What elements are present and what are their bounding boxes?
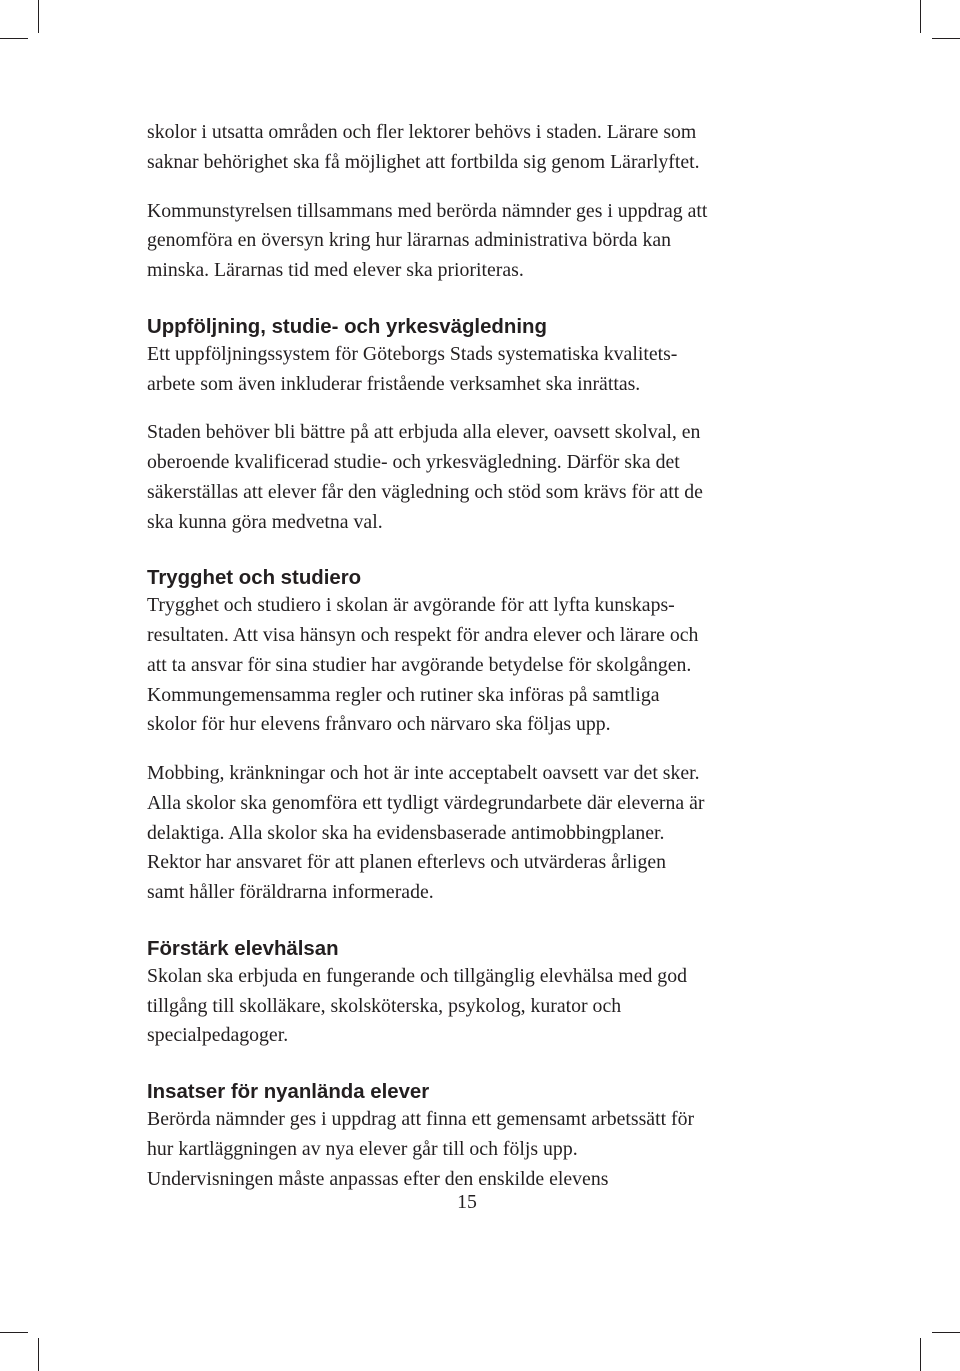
heading-trygghet: Trygghet och studiero bbox=[147, 567, 362, 590]
text-line: minska. Lärarnas tid med elever ska prioriteras. bbox=[147, 259, 524, 281]
text-line: tillgång till skolläkare, skolsköterska, psykolog, kurator och bbox=[147, 994, 622, 1017]
crop-mark-top-left-h bbox=[0, 38, 28, 39]
paragraph-elevhalsa-1 bbox=[147, 962, 807, 1051]
heading-elevhalsa: Förstärk elevhälsan bbox=[147, 937, 339, 960]
text-line: att ta ansvar för sina studier har avgörande betydelse för skolgången. bbox=[147, 653, 692, 676]
text-line: skolor i utsatta områden och fler lektorer behövs i staden. Lärare som bbox=[147, 121, 697, 143]
paragraph-uppfoljning-1 bbox=[147, 340, 807, 400]
crop-mark-bottom-left-v bbox=[38, 1338, 39, 1371]
crop-mark-bottom-left-h bbox=[0, 1332, 28, 1333]
page-number: 15 bbox=[457, 1191, 477, 1213]
heading-uppfoljning: Uppföljning, studie- och yrkesvägledning bbox=[147, 315, 547, 338]
text-line: Berörda nämnder ges i uppdrag att finna ett gemensamt arbetssätt för bbox=[147, 1108, 695, 1130]
crop-mark-bottom-right-h bbox=[932, 1332, 960, 1333]
text-line: Rektor har ansvaret för att planen efterlevs och utvärderas årligen bbox=[147, 851, 667, 874]
text-line: Undervisningen måste anpassas efter den enskilde elevens bbox=[147, 1167, 609, 1190]
crop-mark-bottom-right-v bbox=[920, 1338, 921, 1371]
text-line: Mobbing, kränkningar och hot är inte acceptabelt oavsett var det sker. bbox=[147, 762, 700, 784]
text-line: Alla skolor ska genomföra ett tydligt värdegrundarbete där eleverna är bbox=[147, 791, 705, 814]
paragraph-nyanlanda-1 bbox=[147, 1105, 807, 1194]
text-line: hur kartläggningen av nya elever går till och följs upp. bbox=[147, 1137, 578, 1160]
text-line: ska kunna göra medvetna val. bbox=[147, 510, 383, 533]
body-text bbox=[147, 118, 807, 1194]
text-line: samt håller föräldrarna informerade. bbox=[147, 881, 434, 903]
text-line: Kommungemensamma regler och rutiner ska införas på samtliga bbox=[147, 683, 660, 706]
text-line: Staden behöver bli bättre på att erbjuda alla elever, oavsett skolval, en bbox=[147, 421, 701, 444]
text-line: Trygghet och studiero i skolan är avgörande för att lyfta kunskaps- bbox=[147, 594, 675, 617]
paragraph-intro-2 bbox=[147, 197, 807, 286]
text-line: delaktiga. Alla skolor ska ha evidensbaserade antimobbingplaner. bbox=[147, 821, 665, 844]
paragraph-trygghet-1 bbox=[147, 591, 807, 740]
text-line: skolor för hur elevens frånvaro och närvaro ska följas upp. bbox=[147, 713, 611, 736]
text-line: specialpedagoger. bbox=[147, 1024, 289, 1047]
crop-mark-top-right-v bbox=[920, 0, 921, 33]
text-line: säkerställas att elever får den vägledning och stöd som krävs för att de bbox=[147, 480, 703, 503]
paragraph-uppfoljning-2 bbox=[147, 418, 807, 537]
text-line: Skolan ska erbjuda en fungerande och tillgänglig elevhälsa med god bbox=[147, 964, 687, 987]
heading-nyanlanda: Insatser för nyanlända elever bbox=[147, 1081, 430, 1103]
paragraph-intro-1 bbox=[147, 118, 807, 178]
paragraph-trygghet-2 bbox=[147, 759, 807, 908]
text-line: Ett uppföljningssystem för Göteborgs Stads systematiska kvalitets- bbox=[147, 342, 678, 365]
text-line: saknar behörighet ska få möjlighet att fortbilda sig genom Lärarlyftet. bbox=[147, 150, 700, 173]
text-line: genomföra en översyn kring hur lärarnas administrativa börda kan bbox=[147, 229, 672, 252]
text-line: oberoende kvalificerad studie- och yrkesvägledning. Därför ska det bbox=[147, 451, 680, 473]
crop-mark-top-right-h bbox=[932, 38, 960, 39]
text-line: arbete som även inkluderar fristående verksamhet ska inrättas. bbox=[147, 372, 641, 395]
crop-mark-top-left-v bbox=[38, 0, 39, 33]
text-line: resultaten. Att visa hänsyn och respekt för andra elever och lärare och bbox=[147, 624, 699, 646]
text-line: Kommunstyrelsen tillsammans med berörda nämnder ges i uppdrag att bbox=[147, 199, 708, 222]
